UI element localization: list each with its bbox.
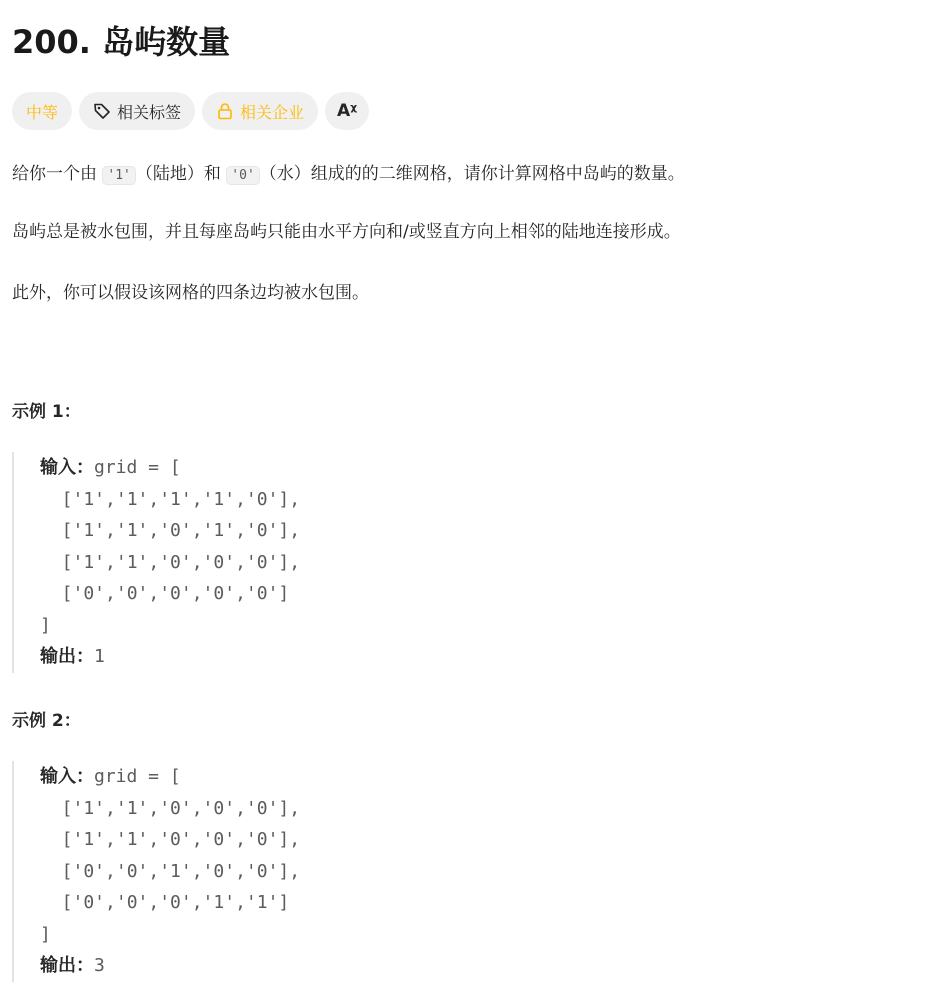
desc-text: 给你一个由: [12, 164, 103, 184]
tag-bar: [12, 92, 369, 130]
example-1-code: [40, 452, 640, 673]
desc-text: （水）组成的的二维网格，请你计算网格中岛屿的数量。: [259, 164, 685, 184]
grid-close: ]: [40, 923, 51, 945]
description-paragraph-1: [12, 160, 685, 190]
input-first-line: grid = [: [94, 766, 181, 787]
difficulty-badge[interactable]: 中等: [12, 92, 72, 130]
input-label: 输入：: [40, 766, 94, 787]
grid-row: ['1','1','0','0','0'],: [40, 797, 301, 819]
related-companies-label: 相关企业: [240, 102, 305, 122]
translate-button[interactable]: [325, 92, 369, 130]
inline-code: '1': [102, 166, 135, 185]
grid-row: ['0','0','1','0','0'],: [40, 860, 301, 882]
example-2-block: [12, 761, 640, 982]
related-companies-button[interactable]: [202, 92, 318, 130]
output-label: 输出：: [40, 955, 94, 976]
example-2-title: 示例 2：: [12, 711, 81, 731]
output-value: 3: [94, 955, 105, 976]
example-1-block: [12, 452, 640, 673]
input-label: 输入：: [40, 457, 94, 478]
grid-row: ['1','1','0','0','0'],: [40, 829, 301, 850]
grid-close: ]: [40, 614, 51, 636]
grid-row: ['0','0','0','1','1']: [40, 892, 290, 913]
input-first-line: grid = [: [94, 457, 181, 478]
inline-code: '0': [226, 166, 259, 185]
related-tags-label: 相关标签: [117, 102, 182, 122]
grid-row: ['1','1','0','0','0'],: [40, 551, 301, 573]
example-1-title: 示例 1：: [12, 402, 81, 422]
translate-icon: Aᵡ: [337, 101, 358, 121]
example-2-code: [40, 761, 640, 982]
description-paragraph-2: 岛屿总是被水包围，并且每座岛屿只能由水平方向和/或竖直方向上相邻的陆地连接形成。: [12, 222, 681, 242]
output-label: 输出：: [40, 646, 94, 667]
grid-row: ['1','1','1','1','0'],: [40, 488, 301, 510]
related-tags-button[interactable]: [79, 92, 195, 130]
grid-row: ['1','1','0','1','0'],: [40, 520, 301, 541]
output-value: 1: [94, 646, 105, 667]
lock-icon: [216, 102, 234, 120]
tag-icon: [93, 102, 111, 120]
grid-row: ['0','0','0','0','0']: [40, 583, 290, 604]
description-paragraph-3: 此外，你可以假设该网格的四条边均被水包围。: [12, 283, 369, 303]
problem-title: 200. 岛屿数量: [12, 23, 231, 61]
desc-text: （陆地）和: [135, 164, 227, 184]
